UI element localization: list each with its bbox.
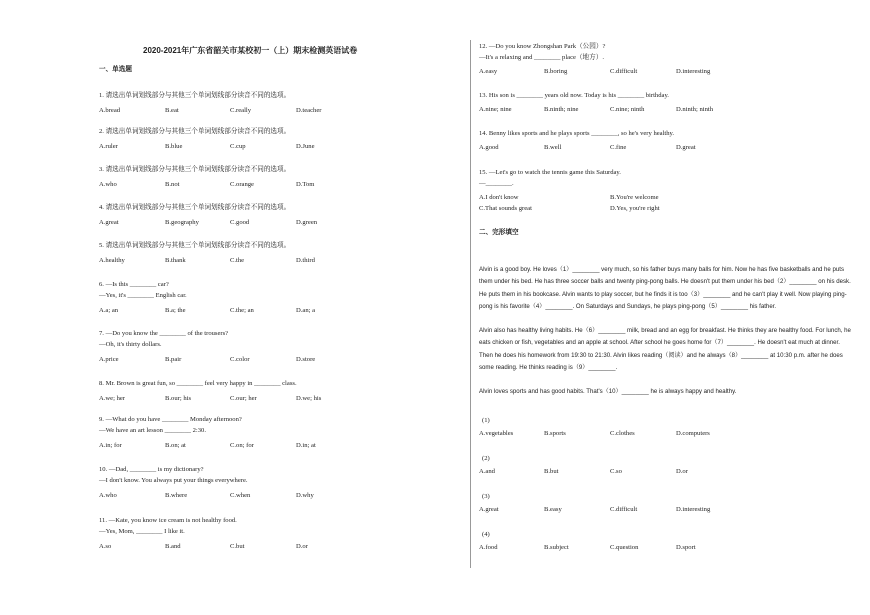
answer-option: A.nine; nine <box>479 106 512 113</box>
answer-option: C.difficult <box>610 68 638 75</box>
answer-option: C.difficult <box>610 506 638 513</box>
answer-option: A.great <box>479 506 499 513</box>
answer-option: B.pair <box>165 356 182 363</box>
answer-option: A.good <box>479 144 499 151</box>
answer-option: D.in; at <box>296 442 316 449</box>
answer-option: C.nine; ninth <box>610 106 645 113</box>
question-text: 14. Benny likes sports and he plays sports ________, so he's very healthy. <box>479 130 675 137</box>
passage-paragraph: Alvin is a good boy. He loves（1）________ very much, so his father buys many balls for him. Now he has five basketballs and he puts them under his bed. He has three soccer balls and twenty ping-pong balls. He doesn't put them under his bed（2）________ on his desk. He puts them in his bookcase. Alvin wants to play soccer, but he finds it is too（3）________ and he can't play it well. Now playing ping-pong is his favorite（4）________. On Saturdays and Sundays, he plays ping-pong（5）________ his father. <box>479 266 851 311</box>
cloze-question-number: (3) <box>482 493 490 500</box>
answer-option: B.sports <box>544 430 566 437</box>
answer-option: A.bread <box>99 107 121 114</box>
answer-option: C.cup <box>230 143 246 150</box>
answer-option: B.well <box>544 144 562 151</box>
answer-option: D.we; his <box>296 395 322 402</box>
answer-option: C.orange <box>230 181 254 188</box>
answer-option: D.June <box>296 143 315 150</box>
answer-option: C.clothes <box>610 430 635 437</box>
answer-option: D.or <box>676 468 688 475</box>
answer-option: B.but <box>544 468 559 475</box>
page-title: 2020-2021年广东省韶关市某校初一（上）期末检测英语试卷 <box>143 46 358 55</box>
question-text: 10. —Dad, ________ is my dictionary? <box>99 466 204 473</box>
question-text: —Yes, it's ________ English car. <box>99 292 187 299</box>
answer-option: B.not <box>165 181 180 188</box>
answer-option: A.ruler <box>99 143 118 150</box>
answer-option: B.and <box>165 543 181 550</box>
answer-option: D.store <box>296 356 316 363</box>
answer-option: D.sport <box>676 544 696 551</box>
answer-option: C.the; an <box>230 307 254 314</box>
answer-option: A.vegetables <box>479 430 514 437</box>
answer-option: C.good <box>230 219 250 226</box>
question-text: 4. 请选出单词划线部分与其他三个单词划线部分读音不同的选项。 <box>99 204 291 211</box>
answer-option: C.the <box>230 257 245 264</box>
answer-option: D.an; a <box>296 307 316 314</box>
column-divider <box>470 40 471 568</box>
question-text: 3. 请选出单词划线部分与其他三个单词划线部分读音不同的选项。 <box>99 166 291 173</box>
question-text: 2. 请选出单词划线部分与其他三个单词划线部分读音不同的选项。 <box>99 128 291 135</box>
answer-option: C.question <box>610 544 639 551</box>
question-text: —It's a relaxing and ________ place（地方）. <box>479 54 604 61</box>
answer-option: A.healthy <box>99 257 125 264</box>
question-text: —________. <box>479 180 514 187</box>
answer-option: A.great <box>99 219 119 226</box>
answer-option: D.computers <box>676 430 710 437</box>
question-text: —I don't know. You always put your things everywhere. <box>99 477 248 484</box>
answer-option: D.interesting <box>676 506 711 513</box>
answer-option: D.Yes, you're right <box>610 205 660 212</box>
question-text: 11. —Kate, you know ice cream is not healthy food. <box>99 517 237 524</box>
question-text: 12. —Do you know Zhongshan Park（公园）? <box>479 43 606 50</box>
answer-option: D.why <box>296 492 314 499</box>
answer-option: D.ninth; ninth <box>676 106 713 113</box>
answer-option: A.we; her <box>99 395 125 402</box>
answer-option: A.who <box>99 492 117 499</box>
answer-option: C.but <box>230 543 245 550</box>
answer-option: A.price <box>99 356 119 363</box>
answer-option: C.really <box>230 107 252 114</box>
question-text: —Oh, it's thirty dollars. <box>99 341 162 348</box>
answer-option: C.fine <box>610 144 627 151</box>
question-text: 1. 请选出单词划线部分与其他三个单词划线部分读音不同的选项。 <box>99 92 291 99</box>
answer-option: B.eat <box>165 107 179 114</box>
answer-option: C.when <box>230 492 251 499</box>
answer-option: C.so <box>610 468 622 475</box>
answer-option: B.a; the <box>165 307 186 314</box>
answer-option: B.subject <box>544 544 569 551</box>
answer-option: D.great <box>676 144 696 151</box>
question-text: 6. —Is this ________ car? <box>99 281 169 288</box>
answer-option: A.I don't know <box>479 194 519 201</box>
answer-option: B.thank <box>165 257 186 264</box>
answer-option: D.Tom <box>296 181 315 188</box>
question-text: —We have an art lesson ________ 2:30. <box>99 427 206 434</box>
question-text: 15. —Let's go to watch the tennis game this Saturday. <box>479 169 621 176</box>
answer-option: C.on; for <box>230 442 254 449</box>
answer-option: B.boring <box>544 68 568 75</box>
answer-option: B.on; at <box>165 442 186 449</box>
answer-option: B.where <box>165 492 188 499</box>
cloze-question-number: (4) <box>482 531 490 538</box>
answer-option: B.You're welcome <box>610 194 659 201</box>
answer-option: A.a; an <box>99 307 119 314</box>
answer-option: A.food <box>479 544 498 551</box>
answer-option: B.ninth; nine <box>544 106 579 113</box>
question-text: 7. —Do you know the ________ of the trousers? <box>99 330 229 337</box>
answer-option: B.geography <box>165 219 199 226</box>
answer-option: D.third <box>296 257 315 264</box>
answer-option: C.color <box>230 356 250 363</box>
answer-option: A.so <box>99 543 112 550</box>
question-text: 9. —What do you have ________ Monday afternoon? <box>99 416 242 423</box>
question-text: 13. His son is ________ years old now. Today is his ________ birthday. <box>479 92 669 99</box>
answer-option: C.our; her <box>230 395 257 402</box>
section-heading-cloze: 二、完形填空 <box>479 229 519 236</box>
answer-option: A.easy <box>479 68 498 75</box>
answer-option: D.teacher <box>296 107 322 114</box>
passage-paragraph: Alvin loves sports and has good habits. That's（10）________ he is always happy and healthy. <box>479 388 737 395</box>
cloze-question-number: (2) <box>482 455 490 462</box>
answer-option: D.green <box>296 219 318 226</box>
answer-option: C.That sounds great <box>479 205 532 212</box>
answer-option: A.who <box>99 181 117 188</box>
section-heading-single-choice: 一、单选题 <box>99 66 132 73</box>
passage-paragraph: Alvin also has healthy living habits. He（6）________ milk, bread and an egg for breakfast. He thinks they are healthy food. For lunch, he eats chicken or fish, vegetables and an apple at school. After school he goes home for（7）________. He doesn't eat much at dinner. Then he does his homework from 19:30 to 21:30. Alvin likes reading（阅读）and he always（8）________ at 10:30 p.m. after he does some reading. He thinks reading is（9）________. <box>479 327 851 372</box>
answer-option: B.easy <box>544 506 562 513</box>
answer-option: D.or <box>296 543 308 550</box>
answer-option: B.blue <box>165 143 183 150</box>
question-text: 5. 请选出单词划线部分与其他三个单词划线部分读音不同的选项。 <box>99 242 291 249</box>
answer-option: B.our; his <box>165 395 192 402</box>
question-text: 8. Mr. Brown is great fun, so ________ feel very happy in ________ class. <box>99 380 297 387</box>
answer-option: A.in; for <box>99 442 122 449</box>
answer-option: D.interesting <box>676 68 711 75</box>
cloze-question-number: (1) <box>482 417 490 424</box>
question-text: —Yes, Mom, ________ I like it. <box>99 528 185 535</box>
answer-option: A.and <box>479 468 495 475</box>
